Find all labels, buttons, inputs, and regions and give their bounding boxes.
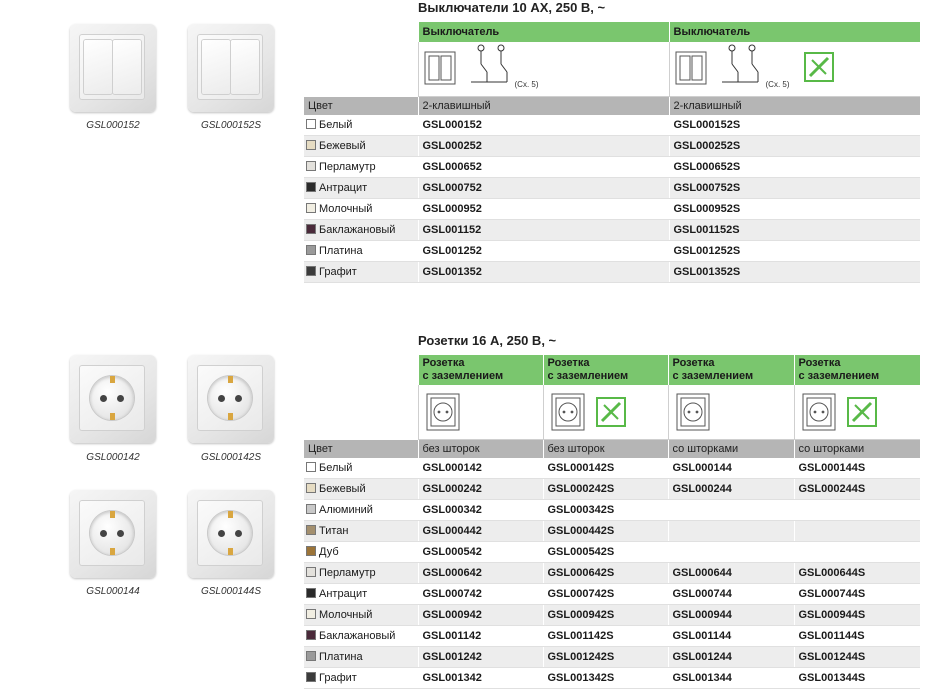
socket-face	[90, 511, 134, 555]
table-row	[304, 584, 920, 605]
color-swatch	[306, 119, 316, 129]
article-code: GSL000642S	[543, 563, 668, 584]
socket-icon	[675, 392, 715, 432]
article-code: GSL000144	[668, 458, 794, 479]
sockets-header-line: с заземлением	[547, 370, 629, 382]
sockets-header	[794, 355, 920, 385]
product-code-label: GSL000152	[86, 120, 140, 131]
sockets-header-line: Розетка	[547, 357, 590, 369]
socket-icon	[801, 392, 841, 432]
socket-photo-1	[70, 355, 156, 443]
switch-key-right	[113, 40, 141, 94]
screwless-terminal-icon	[596, 397, 626, 427]
scheme-label: (Сх. 5)	[514, 80, 539, 89]
color-swatch	[306, 588, 316, 598]
sockets-subheader: со шторками	[794, 440, 920, 459]
switches-header: Выключатель	[418, 22, 669, 42]
double-switch-icon	[674, 42, 814, 96]
socket-plate	[79, 500, 145, 566]
article-code	[668, 542, 794, 563]
article-code: GSL000652S	[669, 157, 920, 178]
article-code: GSL000944S	[794, 605, 920, 626]
article-code: GSL001244S	[794, 647, 920, 668]
socket-photo-4	[188, 490, 274, 578]
article-code: GSL000642	[418, 563, 543, 584]
table-row	[304, 521, 920, 542]
socket-photo-2	[188, 355, 274, 443]
article-code: GSL000244S	[794, 479, 920, 500]
color-name: Бежевый	[319, 140, 366, 152]
switches-header-row	[304, 22, 920, 42]
switch-plate	[197, 34, 263, 100]
article-code	[794, 521, 920, 542]
article-code: GSL001344	[668, 668, 794, 689]
color-swatch	[306, 182, 316, 192]
color-name: Перламутр	[319, 161, 376, 173]
switches-header: Выключатель	[669, 22, 920, 42]
switches-title: Выключатели 10 АХ, 250 В, ~	[418, 0, 606, 15]
sockets-header-line: Розетка	[798, 357, 841, 369]
switch-photo-1	[70, 24, 156, 112]
article-code: GSL000252S	[669, 136, 920, 157]
sockets-header-row	[304, 355, 920, 385]
socket-plate	[197, 365, 263, 431]
color-swatch	[306, 245, 316, 255]
sockets-icons-row	[304, 385, 920, 440]
article-code: GSL000644	[668, 563, 794, 584]
table-row	[304, 262, 920, 283]
socket-photo-3	[70, 490, 156, 578]
product-code-label: GSL000142S	[200, 452, 262, 463]
article-code: GSL000144S	[794, 458, 920, 479]
screwless-terminal-icon	[847, 397, 877, 427]
product-code-label: GSL000142	[86, 452, 140, 463]
color-name: Белый	[319, 119, 353, 131]
article-code: GSL001152S	[669, 220, 920, 241]
table-row	[304, 199, 920, 220]
switch-key-left	[84, 40, 112, 94]
color-swatch	[306, 504, 316, 514]
article-code: GSL000744S	[794, 584, 920, 605]
color-column-label: Цвет	[304, 440, 418, 459]
article-code: GSL001352	[418, 262, 669, 283]
color-swatch	[306, 161, 316, 171]
switches-subheader: 2-клавишный	[669, 97, 920, 116]
article-code: GSL000252	[418, 136, 669, 157]
color-name: Платина	[319, 245, 363, 257]
table-row	[304, 479, 920, 500]
article-code: GSL000152S	[669, 115, 920, 136]
product-code-label: GSL000152S	[200, 120, 262, 131]
switch-key-left	[202, 40, 230, 94]
article-code: GSL001142S	[543, 626, 668, 647]
color-name: Платина	[319, 651, 363, 663]
article-code: GSL000342	[418, 500, 543, 521]
color-name: Титан	[319, 525, 349, 537]
switches-subheader: 2-клавишный	[418, 97, 669, 116]
sockets-header	[543, 355, 668, 385]
color-name: Баклажановый	[319, 224, 396, 236]
article-code: GSL000652	[418, 157, 669, 178]
article-code	[668, 521, 794, 542]
article-code: GSL000742	[418, 584, 543, 605]
article-code: GSL000942	[418, 605, 543, 626]
color-swatch	[306, 672, 316, 682]
color-swatch	[306, 203, 316, 213]
table-row	[304, 500, 920, 521]
article-code: GSL000442S	[543, 521, 668, 542]
switches-icons-row	[304, 42, 920, 97]
table-row	[304, 605, 920, 626]
switch-plate	[79, 34, 145, 100]
sockets-header-line: с заземлением	[672, 370, 754, 382]
product-code-label: GSL000144S	[200, 586, 262, 597]
color-swatch	[306, 609, 316, 619]
sockets-header-line: с заземлением	[798, 370, 880, 382]
article-code: GSL000442	[418, 521, 543, 542]
sockets-title: Розетки 16 А, 250 В, ~	[418, 333, 557, 348]
color-swatch	[306, 651, 316, 661]
socket-plate	[79, 365, 145, 431]
color-name: Белый	[319, 462, 353, 474]
color-swatch	[306, 567, 316, 577]
sockets-subheader: со шторками	[668, 440, 794, 459]
table-row	[304, 458, 920, 479]
socket-icon	[550, 392, 590, 432]
article-code: GSL001244	[668, 647, 794, 668]
article-code: GSL000142S	[543, 458, 668, 479]
table-row	[304, 136, 920, 157]
color-name: Дуб	[319, 546, 339, 558]
switch-key-right	[231, 40, 259, 94]
product-code-label: GSL000144	[86, 586, 140, 597]
table-row	[304, 563, 920, 584]
color-swatch	[306, 140, 316, 150]
sockets-subheader: без шторок	[418, 440, 543, 459]
color-name: Алюминий	[319, 504, 373, 516]
color-name: Антрацит	[319, 588, 368, 600]
table-row	[304, 542, 920, 563]
article-code: GSL001142	[418, 626, 543, 647]
color-column-label: Цвет	[304, 97, 418, 116]
article-code: GSL001144	[668, 626, 794, 647]
table-row	[304, 647, 920, 668]
color-swatch	[306, 462, 316, 472]
sockets-subheader: без шторок	[543, 440, 668, 459]
color-swatch	[306, 483, 316, 493]
double-switch-icon	[423, 42, 563, 96]
color-swatch	[306, 525, 316, 535]
color-swatch	[306, 630, 316, 640]
color-swatch	[306, 266, 316, 276]
color-name: Графит	[319, 266, 357, 278]
socket-face	[90, 376, 134, 420]
sockets-table	[304, 355, 920, 689]
color-name: Антрацит	[319, 182, 368, 194]
article-code: GSL000242S	[543, 479, 668, 500]
article-code	[794, 542, 920, 563]
article-code: GSL001152	[418, 220, 669, 241]
color-name: Перламутр	[319, 567, 376, 579]
table-row	[304, 178, 920, 199]
sockets-subheader-row	[304, 440, 920, 459]
article-code: GSL000952	[418, 199, 669, 220]
socket-plate	[197, 500, 263, 566]
article-code: GSL000944	[668, 605, 794, 626]
article-code: GSL000242	[418, 479, 543, 500]
article-code: GSL000952S	[669, 199, 920, 220]
article-code: GSL001342S	[543, 668, 668, 689]
article-code: GSL000942S	[543, 605, 668, 626]
sockets-header-line: с заземлением	[422, 370, 504, 382]
sockets-header-line: Розетка	[422, 357, 465, 369]
color-name: Графит	[319, 672, 357, 684]
article-code: GSL000742S	[543, 584, 668, 605]
article-code	[668, 500, 794, 521]
article-code: GSL000644S	[794, 563, 920, 584]
table-row	[304, 668, 920, 689]
table-row	[304, 626, 920, 647]
article-code: GSL000752S	[669, 178, 920, 199]
article-code: GSL000752	[418, 178, 669, 199]
article-code: GSL001252S	[669, 241, 920, 262]
switch-photo-2	[188, 24, 274, 112]
color-swatch	[306, 224, 316, 234]
article-code: GSL000152	[418, 115, 669, 136]
article-code: GSL000542S	[543, 542, 668, 563]
color-name: Баклажановый	[319, 630, 396, 642]
scheme-label: (Сх. 5)	[765, 80, 790, 89]
article-code	[794, 500, 920, 521]
color-name: Молочный	[319, 609, 373, 621]
color-swatch	[306, 546, 316, 556]
screwless-terminal-icon	[804, 52, 834, 82]
table-row	[304, 157, 920, 178]
color-name: Бежевый	[319, 483, 366, 495]
socket-icon	[425, 392, 465, 432]
article-code: GSL001242S	[543, 647, 668, 668]
socket-face	[208, 511, 252, 555]
article-code: GSL001144S	[794, 626, 920, 647]
switches-table	[304, 22, 920, 283]
article-code: GSL001344S	[794, 668, 920, 689]
table-row	[304, 220, 920, 241]
article-code: GSL001342	[418, 668, 543, 689]
article-code: GSL000342S	[543, 500, 668, 521]
table-row	[304, 241, 920, 262]
socket-face	[208, 376, 252, 420]
switches-subheader-row	[304, 97, 920, 116]
sockets-header	[418, 355, 543, 385]
article-code: GSL000244	[668, 479, 794, 500]
article-code: GSL000142	[418, 458, 543, 479]
article-code: GSL001252	[418, 241, 669, 262]
color-name: Молочный	[319, 203, 373, 215]
article-code: GSL000542	[418, 542, 543, 563]
article-code: GSL000744	[668, 584, 794, 605]
table-row	[304, 115, 920, 136]
article-code: GSL001242	[418, 647, 543, 668]
sockets-header	[668, 355, 794, 385]
article-code: GSL001352S	[669, 262, 920, 283]
sockets-header-line: Розетка	[672, 357, 715, 369]
